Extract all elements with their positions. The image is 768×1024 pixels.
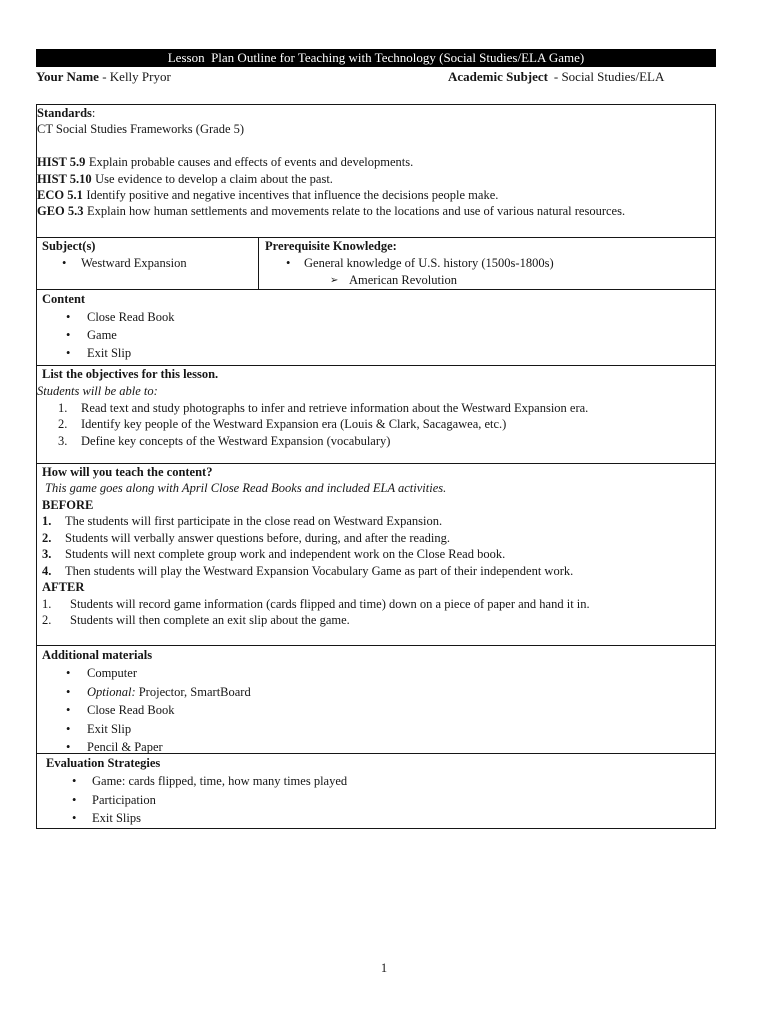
item-number: 1. — [58, 400, 68, 415]
item-text: Game: cards flipped, time, how many times played — [92, 774, 348, 789]
objectives-intro: Students will be able to: — [37, 383, 158, 398]
standard-item — [37, 187, 715, 203]
item-text: Students will verbally answer questions before, during, and after the reading. — [65, 530, 450, 545]
item-text: Game — [87, 328, 117, 342]
after-label: AFTER — [42, 580, 85, 595]
subject-label: Academic Subject — [448, 69, 549, 84]
bullet-icon: • — [66, 721, 71, 736]
standards-section — [37, 105, 715, 237]
bullet-icon: • — [66, 739, 71, 753]
blank-line — [37, 138, 715, 154]
item-text: Pencil & Paper — [87, 739, 163, 753]
subjects-heading — [42, 238, 258, 255]
list-item — [37, 255, 258, 272]
item-number: 1. — [42, 596, 52, 611]
numbered-item — [37, 596, 715, 612]
bullet-icon: • — [72, 792, 77, 807]
standard-code: HIST 5.9 — [37, 155, 86, 170]
item-text: Define key concepts of the Westward Expansion (vocabulary) — [81, 434, 391, 449]
bullet-icon: • — [66, 666, 71, 681]
item-text: Exit Slips — [92, 810, 141, 825]
item-prefix: Optional: — [87, 684, 136, 699]
standard-code: GEO 5.3 — [37, 204, 84, 219]
objectives-section — [37, 365, 715, 463]
standards-heading — [37, 105, 715, 121]
materials-heading — [42, 646, 715, 664]
bullet-icon: • — [286, 256, 291, 271]
standard-item — [37, 203, 715, 219]
bullet-icon: • — [72, 810, 77, 825]
lesson-plan-table — [36, 104, 716, 829]
prerequisites-label: Prerequisite Knowledge: — [265, 239, 397, 253]
objectives-heading — [42, 366, 715, 383]
item-text: Students will then complete an exit slip about the game. — [70, 612, 350, 627]
standard-code: HIST 5.10 — [37, 171, 92, 186]
list-item — [37, 772, 715, 790]
standard-text: Identify positive and negative incentives that influence the decisions people make. — [86, 187, 499, 202]
item-text: Close Read Book — [87, 310, 175, 324]
item-text: Read text and study photographs to infer and retrieve information about the Westward Expansion era. — [81, 400, 589, 415]
list-item — [37, 791, 715, 809]
standard-item — [37, 154, 715, 170]
before-heading — [42, 497, 715, 513]
bullet-icon: • — [66, 346, 71, 360]
evaluation-heading — [46, 754, 715, 772]
prerequisites-cell — [259, 238, 715, 289]
content-heading — [42, 290, 715, 308]
item-text: American Revolution — [349, 273, 457, 288]
evaluation-section — [37, 753, 715, 828]
item-text: Close Read Book — [87, 703, 175, 718]
item-text: Identify key people of the Westward Expansion era (Louis & Clark, Sacagawea, etc.) — [81, 417, 507, 432]
list-item — [37, 738, 715, 753]
list-item — [37, 809, 715, 827]
standard-text: Use evidence to develop a claim about the past. — [95, 171, 333, 186]
page-number: 1 — [380, 961, 388, 975]
bullet-icon: • — [66, 328, 71, 342]
teacher-name — [36, 68, 171, 86]
teaching-note: This game goes along with April Close Read Books and included ELA activities. — [45, 481, 447, 496]
subjects-cell — [37, 238, 259, 289]
item-text: Computer — [87, 666, 137, 681]
teaching-heading — [42, 464, 715, 480]
standard-text: Explain how human settlements and movements relate to the locations and use of various natural resources. — [87, 204, 626, 219]
objectives-label: List the objectives for this lesson. — [42, 367, 219, 381]
materials-section — [37, 645, 715, 753]
item-text: Projector, SmartBoard — [138, 684, 251, 699]
document-title: Lesson Plan Outline for Teaching with Technology (Social Studies/ELA Game) — [36, 49, 716, 67]
standards-label-suffix: : — [91, 106, 96, 120]
content-section — [37, 289, 715, 365]
standards-label: Standards — [37, 106, 92, 120]
name-row — [36, 68, 716, 86]
content-label: Content — [42, 292, 86, 306]
numbered-item — [37, 513, 715, 529]
numbered-item — [37, 546, 715, 562]
item-number: 3. — [42, 547, 52, 562]
academic-subject — [448, 68, 664, 86]
sub-list-item — [259, 272, 715, 289]
list-item — [37, 720, 715, 738]
subjects-label: Subject(s) — [42, 239, 96, 253]
item-number: 1. — [42, 514, 52, 529]
item-text: General knowledge of U.S. history (1500s-1800s) — [304, 256, 554, 271]
subjects-prerequisites-row — [37, 237, 715, 289]
list-item — [259, 255, 715, 272]
arrow-bullet-icon: ➢ — [330, 275, 339, 287]
bullet-icon: • — [72, 774, 77, 789]
list-item — [37, 326, 715, 344]
list-item — [37, 308, 715, 326]
numbered-item — [37, 612, 715, 628]
prerequisites-heading — [265, 238, 715, 255]
bullet-icon: • — [66, 310, 71, 324]
standard-code: ECO 5.1 — [37, 187, 83, 202]
numbered-item — [37, 530, 715, 546]
bullet-icon: • — [66, 684, 71, 699]
item-text: Students will record game information (cards flipped and time) down on a piece of paper and hand it in. — [70, 596, 590, 611]
standard-item — [37, 171, 715, 187]
item-number: 2. — [42, 530, 52, 545]
numbered-item — [37, 433, 715, 450]
list-item — [37, 701, 715, 719]
standards-framework: CT Social Studies Frameworks (Grade 5) — [37, 122, 245, 137]
bullet-icon: • — [66, 703, 71, 718]
item-text: Exit Slip — [87, 346, 132, 360]
item-number: 2. — [42, 612, 52, 627]
item-text: The students will first participate in the close read on Westward Expansion. — [65, 514, 443, 529]
item-text: Students will next complete group work and independent work on the Close Read book. — [65, 547, 506, 562]
teaching-label: How will you teach the content? — [42, 465, 213, 479]
item-text: Westward Expansion — [81, 256, 187, 271]
subject-value: - Social Studies/ELA — [553, 69, 665, 84]
materials-label: Additional materials — [42, 648, 153, 662]
teaching-section — [37, 463, 715, 645]
list-item — [37, 344, 715, 362]
item-text: Exit Slip — [87, 721, 132, 736]
item-number: 2. — [58, 417, 68, 432]
list-item — [37, 664, 715, 682]
numbered-item — [37, 400, 715, 417]
item-text: Then students will play the Westward Expansion Vocabulary Game as part of their independent work. — [65, 563, 574, 578]
numbered-item — [37, 563, 715, 579]
item-text: Participation — [92, 792, 156, 807]
standard-text: Explain probable causes and effects of events and developments. — [88, 155, 414, 170]
item-number: 4. — [42, 563, 52, 578]
after-heading — [42, 579, 715, 595]
evaluation-label: Evaluation Strategies — [46, 756, 161, 770]
name-label: Your Name — [36, 69, 99, 84]
before-label: BEFORE — [42, 497, 94, 512]
bullet-icon: • — [62, 256, 67, 271]
name-value: - Kelly Pryor — [102, 69, 171, 84]
item-number: 3. — [58, 434, 68, 449]
numbered-item — [37, 416, 715, 433]
list-item — [37, 683, 715, 701]
